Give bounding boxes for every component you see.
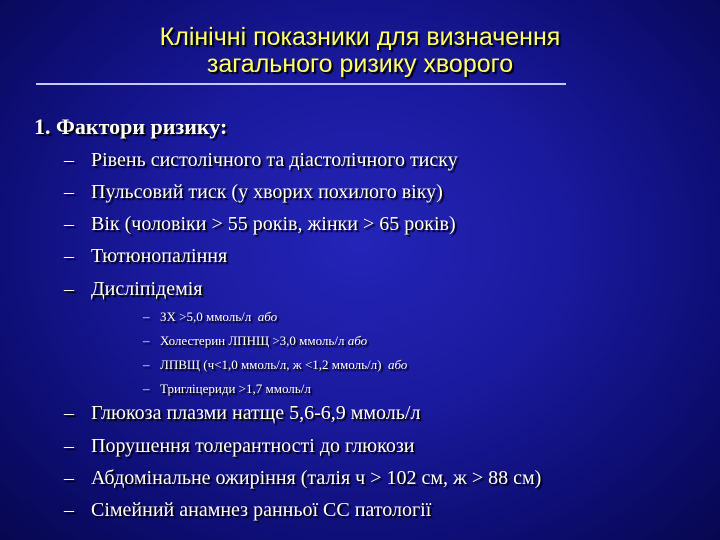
- list-item: [64, 149, 458, 172]
- list-item: [64, 499, 431, 522]
- title-underline: [36, 83, 566, 85]
- list-item: [64, 435, 414, 458]
- sub-list-item-text: Тригліцериди >1,7 ммоль/л: [160, 381, 311, 396]
- bullet-dash: –: [143, 333, 150, 348]
- slide-title-line-1: Клінічні показники для визначення: [159, 23, 561, 51]
- sub-list-item: [143, 333, 367, 349]
- bullet-dash: –: [143, 381, 150, 396]
- sub-list-item-suffix: або: [257, 309, 278, 324]
- sub-list-item-text: ЗХ >5,0 ммоль/л: [160, 309, 252, 324]
- bullet-dash: –: [64, 181, 74, 203]
- bullet-dash: –: [143, 357, 150, 372]
- bullet-dash: –: [64, 499, 74, 521]
- list-item: [64, 402, 420, 425]
- list-item: [64, 467, 541, 490]
- sub-list-item-suffix: або: [387, 357, 408, 372]
- list-item-text: Пульсовий тиск (у хворих похилого віку): [91, 181, 443, 203]
- list-item-text: Рівень систолічного та діастолічного тиску: [91, 149, 458, 171]
- sub-list-item: [143, 357, 407, 373]
- list-item: [64, 181, 443, 204]
- slide-title-line-2: загального ризику хворого: [206, 50, 514, 78]
- list-item: [64, 278, 202, 301]
- sub-list-item-suffix: або: [347, 333, 368, 348]
- bullet-dash: –: [64, 467, 74, 489]
- list-item-text: Дисліпідемія: [91, 278, 203, 300]
- section-heading: 1. Фактори ризику:: [34, 114, 228, 139]
- list-item-text: Абдомінальне ожиріння (талія ч > 102 см, ж > 88 см): [91, 467, 542, 489]
- list-item-text: Глюкоза плазми натще 5,6-6,9 ммоль/л: [91, 402, 421, 424]
- bullet-dash: –: [64, 278, 74, 300]
- bullet-dash: –: [64, 245, 74, 267]
- list-item: [64, 245, 227, 268]
- bullet-dash: –: [64, 435, 74, 457]
- sub-list-item: [143, 309, 277, 325]
- sub-list-item: [143, 381, 311, 397]
- list-item-text: Сімейний анамнез ранньої СС патології: [91, 499, 432, 521]
- bullet-dash: –: [64, 213, 74, 235]
- list-item-text: Порушення толерантності до глюкози: [91, 435, 415, 457]
- list-item: [64, 213, 456, 236]
- slide-title: [0, 24, 720, 78]
- bullet-dash: –: [64, 149, 74, 171]
- sub-list-item-text: Холестерин ЛПНЩ >3,0 ммоль/л: [160, 333, 345, 348]
- list-item-text: Тютюнопаління: [91, 245, 228, 267]
- bullet-dash: –: [143, 309, 150, 324]
- sub-list-item-text: ЛПВЩ (ч<1,0 ммоль/л, ж <1,2 ммоль/л): [160, 357, 382, 372]
- list-item-text: Вік (чоловіки > 55 років, жінки > 65 років): [91, 213, 456, 235]
- bullet-dash: –: [64, 402, 74, 424]
